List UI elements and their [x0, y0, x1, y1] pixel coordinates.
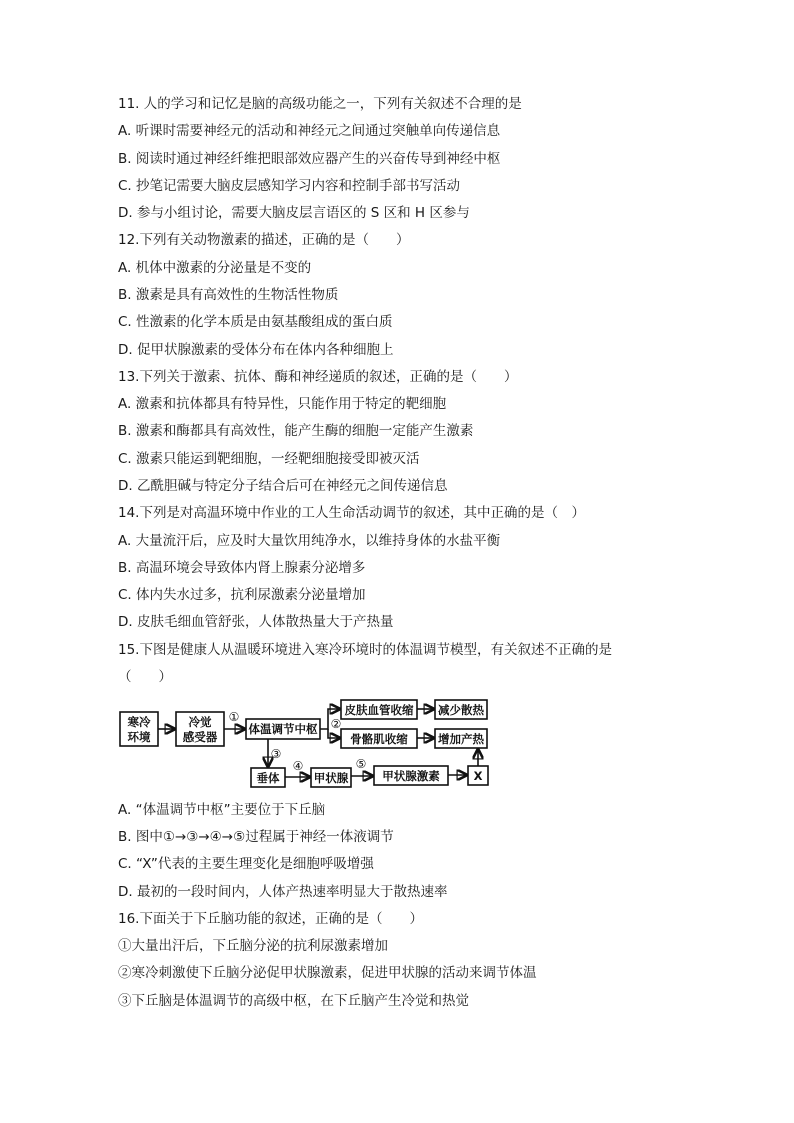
q16-statement-3: ③下丘脑是体温调节的高级中枢，在下丘脑产生冷觉和热觉 [118, 993, 469, 1009]
cold-environment-label-1: 寒冷 [127, 715, 151, 729]
q11-option-b: B. 阅读时通过神经纤维把眼部效应器产生的兴奋传导到神经中枢 [118, 151, 501, 167]
q13-option-a: A. 激素和抗体都具有特异性，只能作用于特定的靶细胞 [118, 396, 447, 412]
thermoregulation-diagram [118, 694, 498, 790]
q12-option-d: D. 促甲状腺激素的受体分布在体内各种细胞上 [118, 342, 394, 358]
q11-option-a: A. 听课时需要神经元的活动和神经元之间通过突触单向传递信息 [118, 123, 501, 139]
q16-statement-1: ①大量出汗后，下丘脑分泌的抗利尿激素增加 [118, 938, 388, 954]
step-1-label: ① [228, 710, 240, 724]
reduce-heat-loss-label: 减少散热 [438, 703, 484, 717]
q13-stem: 13.下列关于激素、抗体、酶和神经递质的叙述，正确的是（ ） [118, 369, 518, 385]
skeletal-muscle-contraction-label: 骨骼肌收缩 [350, 732, 408, 746]
step-5-label: ⑤ [355, 757, 367, 771]
q15-option-b: B. 图中①→③→④→⑤过程属于神经一体液调节 [118, 829, 394, 845]
q12-option-a: A. 机体中激素的分泌量是不变的 [118, 260, 312, 276]
q16-statement-2: ②寒冷刺激使下丘脑分泌促甲状腺激素，促进甲状腺的活动来调节体温 [118, 965, 537, 981]
q13-option-c: C. 激素只能运到靶细胞，一经靶细胞接受即被灭活 [118, 451, 420, 467]
q13-option-d: D. 乙酰胆碱与特定分子结合后可在神经元之间传递信息 [118, 478, 448, 494]
x-label: X [473, 769, 483, 783]
q15-option-c: C. “X”代表的主要生理变化是细胞呼吸增强 [118, 856, 374, 872]
q11-option-c: C. 抄笔记需要大脑皮层感知学习内容和控制手部书写活动 [118, 178, 461, 194]
q11-stem: 11. 人的学习和记忆是脑的高级功能之一，下列有关叙述不合理的是 [118, 96, 522, 112]
step-3-label: ③ [270, 747, 282, 761]
q15-stem: 15.下图是健康人从温暖环境进入寒冷环境时的体温调节模型，有关叙述不正确的是 [118, 642, 612, 658]
increase-heat-production-label: 增加产热 [438, 732, 484, 746]
q14-option-b: B. 高温环境会导致体内肾上腺素分泌增多 [118, 560, 366, 576]
step-2-label: ② [330, 717, 342, 731]
q15-answer-paren: （ ） [118, 669, 172, 685]
cold-receptor-label-2: 感受器 [182, 730, 218, 744]
q12-option-c: C. 性激素的化学本质是由氨基酸组成的蛋白质 [118, 314, 393, 330]
cold-environment-label-2: 环境 [127, 730, 151, 744]
q16-stem: 16.下面关于下丘脑功能的叙述，正确的是（ ） [118, 911, 423, 927]
cold-receptor-label-1: 冷觉 [188, 715, 212, 729]
q12-option-b: B. 激素是具有高效性的生物活性物质 [118, 287, 339, 303]
step-4-label: ④ [292, 759, 304, 773]
thyroid-label: 甲状腺 [313, 771, 349, 785]
q15-option-a: A. “体温调节中枢”主要位于下丘脑 [118, 802, 326, 818]
thyroid-hormone-label: 甲状腺激素 [382, 769, 440, 783]
q14-option-c: C. 体内失水过多，抗利尿激素分泌量增加 [118, 587, 366, 603]
q13-option-b: B. 激素和酶都具有高效性，能产生酶的细胞一定能产生激素 [118, 423, 474, 439]
q15-option-d: D. 最初的一段时间内，人体产热速率明显大于散热速率 [118, 884, 448, 900]
q12-stem: 12.下列有关动物激素的描述，正确的是（ ） [118, 232, 410, 248]
q11-option-d: D. 参与小组讨论，需要大脑皮层言语区的 S 区和 H 区参与 [118, 205, 470, 221]
q14-option-a: A. 大量流汗后，应及时大量饮用纯净水，以维持身体的水盐平衡 [118, 533, 501, 549]
q14-option-d: D. 皮肤毛细血管舒张，人体散热量大于产热量 [118, 614, 394, 630]
thermoregulation-center-label: 体温调节中枢 [248, 722, 318, 736]
q14-stem: 14.下列是对高温环境中作业的工人生命活动调节的叙述，其中正确的是（ ） [118, 505, 585, 521]
pituitary-label: 垂体 [256, 771, 280, 785]
skin-vessel-constriction-label: 皮肤血管收缩 [344, 703, 414, 717]
